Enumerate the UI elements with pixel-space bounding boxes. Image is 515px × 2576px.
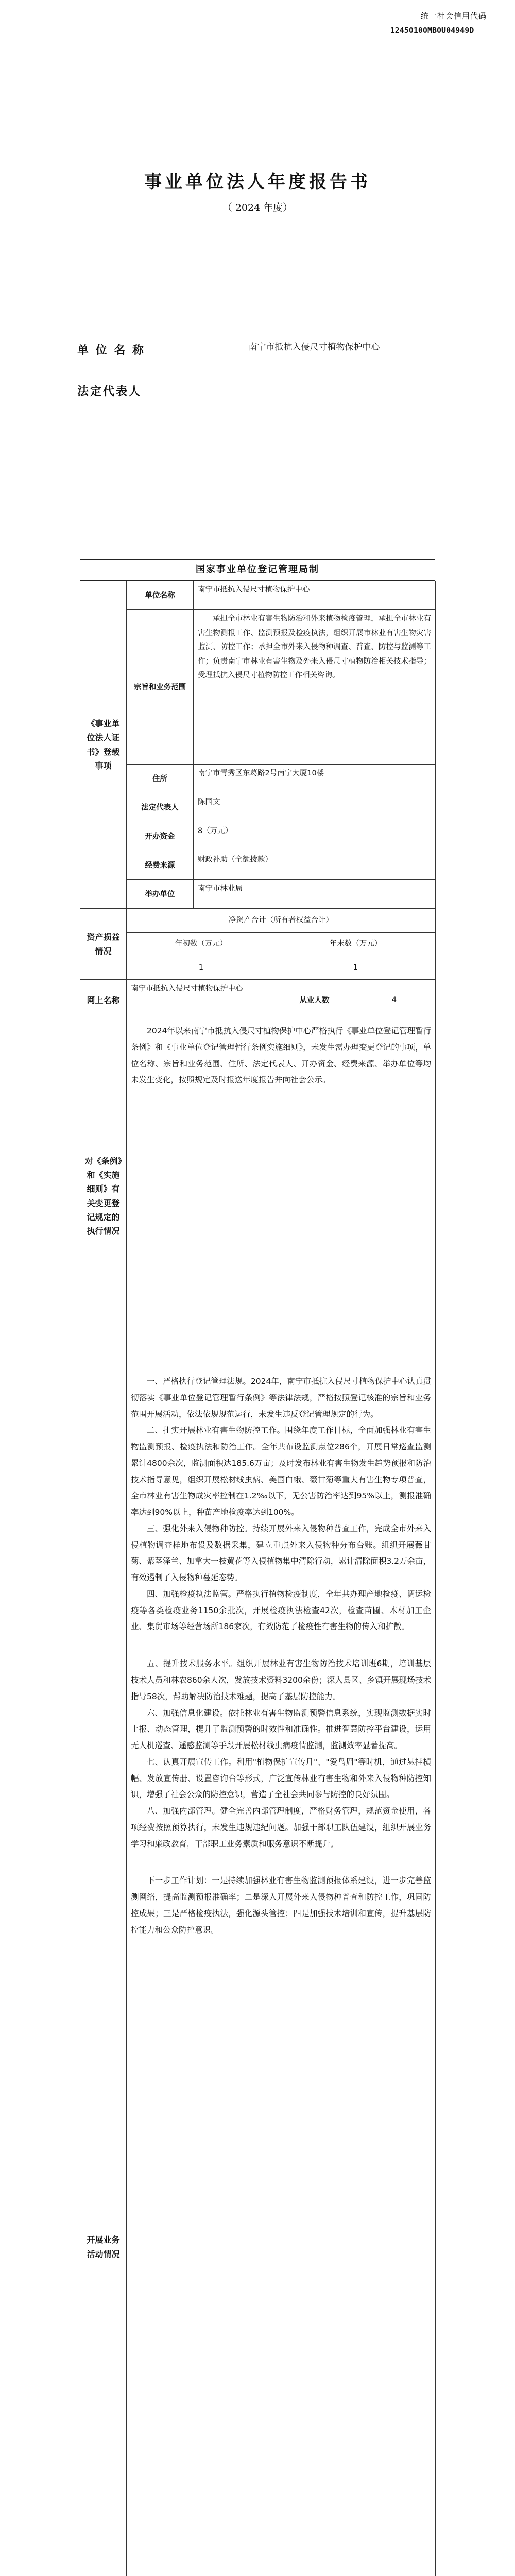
purpose-text: 承担全市林业有害生物防治和外来植物检疫管理，承担全市林业有害生物测报工作、监测预报及检疫执法，组织开展市林业有害生物灾害监测、防控工作；承担全市外来入侵物种调查、普查、防控与监测等工作；负责南宁市林业有害生物及外来入侵尺寸植物防治相关技术指导；受理抵抗入侵尺寸植物防控工作相关咨询。 — [198, 615, 432, 680]
document-year: （ 2024 年度） — [222, 202, 293, 213]
certificate-section-label: 《事业单位法人证书》登载事项 — [80, 581, 127, 909]
organizer-value: 南宁市林业局 — [194, 880, 436, 909]
activity-paragraph: 四、加强检疫执法监管。严格执行植物检疫制度，全年共办理产地检疫、调运检疫等各类检疫业务1150余批次，开展检疫执法检查42次，检查苗圃、木材加工企业、集贸市场等经营场所186家次，有效防范了检疫性有害生物的传入和扩散。 — [131, 1589, 432, 1632]
activity-paragraph: 五、提升技术服务水平。组织开展林业有害生物防治技术培训班6期，培训基层技术人员和林农860余人次，发放技术资料3200余份；深入县区、乡镇开展现场技术指导58次，帮助解决防治技术难题，提高了基层防控能力。 — [131, 1659, 432, 1701]
activity-paragraph: 下一步工作计划：一是持续加强林业有害生物监测预报体系建设，进一步完善监测网络，提高监测预报准确率；二是深入开展外来入侵物种普查和防控工作，巩固防控成果；三是严格检疫执法，强化源头管控；四是加强技术培训和宣传，提升基层防控能力和公众防控意识。 — [131, 1876, 432, 1935]
assets-begin-label: 年初数（万元） — [127, 933, 276, 956]
row-purpose — [80, 610, 436, 765]
assets-header: 净资产合计（所有者权益合计） — [127, 909, 436, 933]
row-assets-header — [80, 909, 436, 933]
net-name-label: 网上名称 — [80, 980, 127, 1021]
row-address — [80, 765, 436, 793]
economic-value: 财政补助（全额拨款） — [194, 851, 436, 880]
activities-part-1 — [131, 1374, 431, 1635]
funding-label: 开办资金 — [127, 822, 194, 851]
legal-rep-value: 陈国文 — [194, 793, 436, 822]
report-table — [80, 559, 435, 2576]
table-title: 国家事业单位登记管理局制 — [80, 559, 435, 581]
row-regulations — [80, 1021, 436, 1371]
activity-paragraph: 三、强化外来入侵物种防控。持续开展外来入侵物种普查工作，完成全市外来入侵植物调查样地布设及数据采集，建立重点外来入侵物种分布台账。组织开展薇甘菊、紫茎泽兰、加拿大一枝黄花等入侵植物集中清除行动，累计清除面积3.2万余亩，有效遏制了入侵物种蔓延态势。 — [131, 1523, 432, 1583]
cover-unit-name-row — [77, 337, 448, 363]
credit-code-value: 12450100MB0U04949D — [375, 23, 489, 38]
activities-gap-2 — [131, 1852, 431, 1873]
regulations-text: 2024年以来南宁市抵抗入侵尺寸植物保护中心严格执行《事业单位登记管理暂行条例》和《事业单位登记管理暂行条例实施细则》，未发生需办理变更登记的事项，单位名称、宗旨和业务范围、住所、法定代表人、开办资金、经费来源、举办单位等均未发生变化，按照规定及时报送年度报告并向社会公示。 — [131, 1026, 432, 1085]
funding-value: 8（万元） — [194, 822, 436, 851]
activities-part-3 — [131, 1873, 431, 1938]
organizer-label: 举办单位 — [127, 880, 194, 909]
report-grid — [80, 581, 436, 2576]
row-assets-subheader — [80, 933, 436, 956]
activity-paragraph: 一、严格执行登记管理法规。2024年，南宁市抵抗入侵尺寸植物保护中心认真贯彻落实《事业单位登记管理暂行条例》等法律法规，严格按照登记核准的宗旨和业务范围开展活动，依法依规规范运行，未发生违反登记管理规定的行为。 — [131, 1377, 432, 1419]
cover-unit-name-value: 南宁市抵抗入侵尺寸植物保护中心 — [248, 342, 380, 352]
regulations-value — [127, 1021, 436, 1371]
row-activities — [80, 1371, 436, 2576]
unit-name-label: 单位名称 — [127, 581, 194, 610]
regulations-label: 对《条例》和《实施细则》有关变更登记规定的执行情况 — [80, 1021, 127, 1371]
cover-legal-rep-row — [77, 379, 448, 404]
legal-rep-label: 法定代表人 — [127, 793, 194, 822]
row-organizer — [80, 880, 436, 909]
activities-value — [127, 1371, 436, 2576]
assets-begin-value: 1 — [127, 956, 276, 980]
purpose-value — [194, 610, 436, 765]
cover-unit-name-label: 单 位 名 称 — [77, 344, 145, 357]
net-name-value: 南宁市抵抗入侵尺寸植物保护中心 — [127, 980, 276, 1021]
document-title: 事业单位法人年度报告书 — [144, 172, 371, 192]
row-legal-rep — [80, 793, 436, 822]
activity-paragraph: 七、认真开展宣传工作。利用"植物保护宣传月"、"爱鸟周"等时机，通过悬挂横幅、发放宣传册、设置咨询台等形式，广泛宣传林业有害生物和外来入侵物种防控知识，增强了社会公众的防控意识，营造了全社会共同参与防控的良好氛围。 — [131, 1757, 432, 1800]
activities-part-2 — [131, 1656, 431, 1852]
purpose-label: 宗旨和业务范围 — [127, 610, 194, 765]
activities-gap — [131, 1635, 431, 1656]
row-funding — [80, 822, 436, 851]
address-value: 南宁市青秀区东葛路2号南宁大厦10楼 — [194, 765, 436, 793]
assets-end-label: 年末数（万元） — [276, 933, 436, 956]
assets-end-value: 1 — [276, 956, 436, 980]
staff-label: 从业人数 — [276, 980, 353, 1021]
address-label: 住所 — [127, 765, 194, 793]
cover-legal-rep-label: 法定代表人 — [77, 385, 142, 398]
row-assets-values — [80, 956, 436, 980]
unit-name-value: 南宁市抵抗入侵尺寸植物保护中心 — [194, 581, 436, 610]
credit-code-label: 统一社会信用代码 — [420, 11, 487, 21]
activity-paragraph: 二、扎实开展林业有害生物防控工作。围绕年度工作目标，全面加强林业有害生物监测预报、检疫执法和防治工作。全年共布设监测点位286个，开展日常巡查监测累计4800余次，监测面积达185.6万亩；及时发布林业有害生物发生趋势预报和防治技术指导意见，组织开展松材线虫病、美国白蛾、薇甘菊等重大有害生物专项普查，全市林业有害生物成灾率控制在1.2‰以下，无公害防治率达到95%以上，测报准确率达到90%以上，种苗产地检疫率达到100%。 — [131, 1426, 432, 1517]
activity-paragraph: 八、加强内部管理。健全完善内部管理制度，严格财务管理，规范资金使用，各项经费按照预算执行，未发生违规违纪问题。加强干部职工队伍建设，组织开展业务学习和廉政教育，干部职工业务素质和服务意识不断提升。 — [131, 1806, 432, 1849]
activities-label: 开展业务活动情况 — [80, 1371, 127, 2576]
row-net-name — [80, 980, 436, 1021]
row-economic — [80, 851, 436, 880]
staff-value: 4 — [353, 980, 436, 1021]
assets-label: 资产损益情况 — [80, 909, 127, 980]
activity-paragraph: 六、加强信息化建设。依托林业有害生物监测预警信息系统，实现监测数据实时上报、动态管理，提升了监测预警的时效性和准确性。推进智慧防控平台建设，运用无人机巡查、遥感监测等手段开展松材线虫病疫情监测，监测效率显著提高。 — [131, 1708, 432, 1751]
economic-label: 经费来源 — [127, 851, 194, 880]
row-unit-name — [80, 581, 436, 610]
